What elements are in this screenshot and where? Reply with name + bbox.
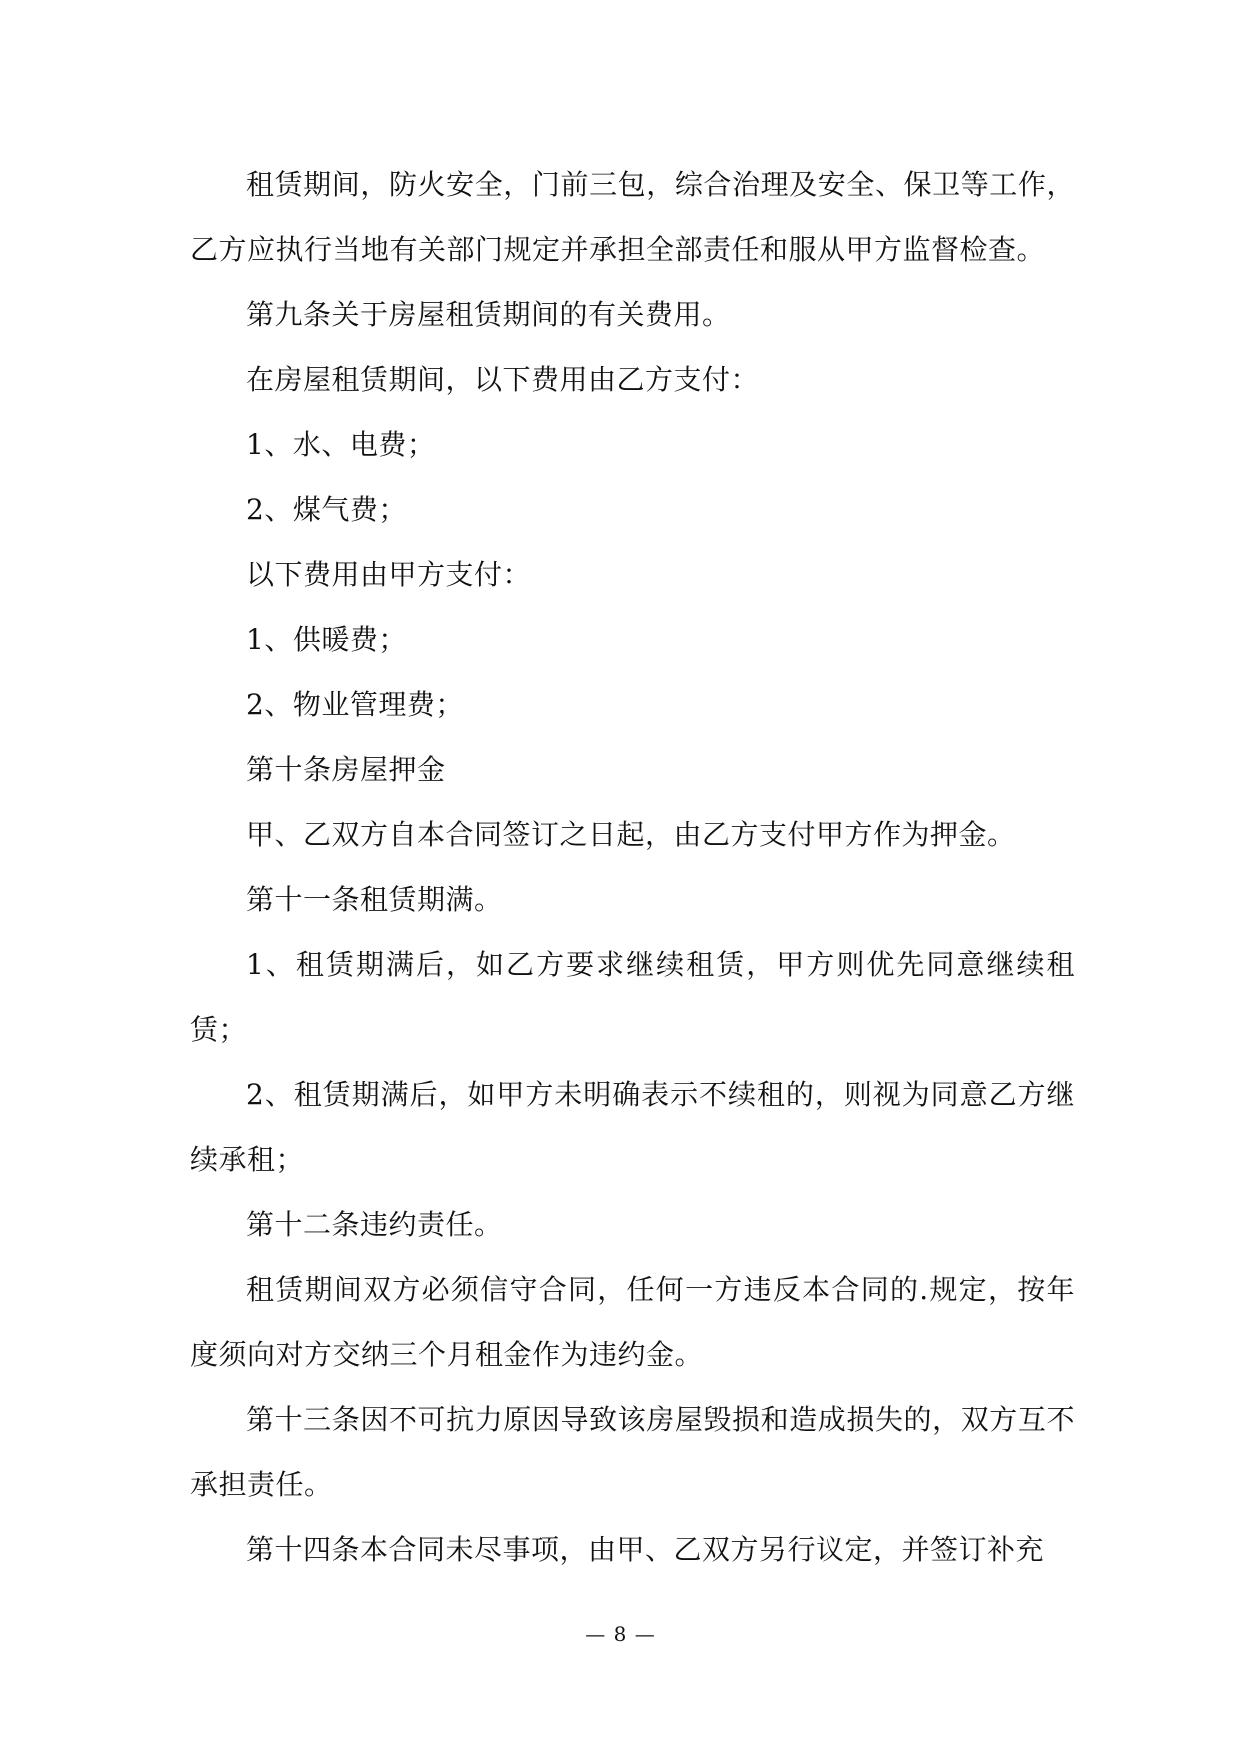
list-item-heating: 1、供暖费；	[246, 623, 407, 656]
list-item-water-electricity: 1、水、电费；	[246, 428, 436, 461]
document-body	[190, 152, 1075, 1582]
paragraph-tenant-pays: 在房屋租赁期间，以下费用由乙方支付：	[246, 363, 760, 396]
paragraph-safety-duties: 租赁期间，防火安全，门前三包，综合治理及安全、保卫等工作，乙方应执行当地有关部门规定并承担全部责任和服从甲方监督检查。	[190, 168, 1075, 266]
paragraph-renewal-default: 2、租赁期满后，如甲方未明确表示不续租的，则视为同意乙方继续承租；	[190, 1078, 1075, 1176]
article-14-supplement: 第十四条本合同未尽事项，由甲、乙双方另行议定，并签订补充	[246, 1533, 1045, 1566]
article-13-force-majeure: 第十三条因不可抗力原因导致该房屋毁损和造成损失的，双方互不承担责任。	[190, 1403, 1075, 1501]
article-9-heading: 第九条关于房屋租赁期间的有关费用。	[246, 298, 731, 331]
paragraph-landlord-pays: 以下费用由甲方支付：	[246, 558, 532, 591]
list-item-property-management: 2、物业管理费；	[246, 688, 464, 721]
article-12-heading: 第十二条违约责任。	[246, 1208, 503, 1241]
paragraph-renewal-priority: 1、租赁期满后，如乙方要求继续租赁，甲方则优先同意继续租赁；	[190, 948, 1075, 1046]
paragraph-deposit: 甲、乙双方自本合同签订之日起，由乙方支付甲方作为押金。	[246, 818, 1016, 851]
list-item-gas: 2、煤气费；	[246, 493, 407, 526]
paragraph-breach-penalty: 租赁期间双方必须信守合同，任何一方违反本合同的.规定，按年度须向对方交纳三个月租金作为违约金。	[190, 1273, 1075, 1371]
article-10-heading: 第十条房屋押金	[246, 753, 446, 786]
article-11-heading: 第十一条租赁期满。	[246, 883, 503, 916]
page-number: — 8 —	[585, 1622, 656, 1646]
